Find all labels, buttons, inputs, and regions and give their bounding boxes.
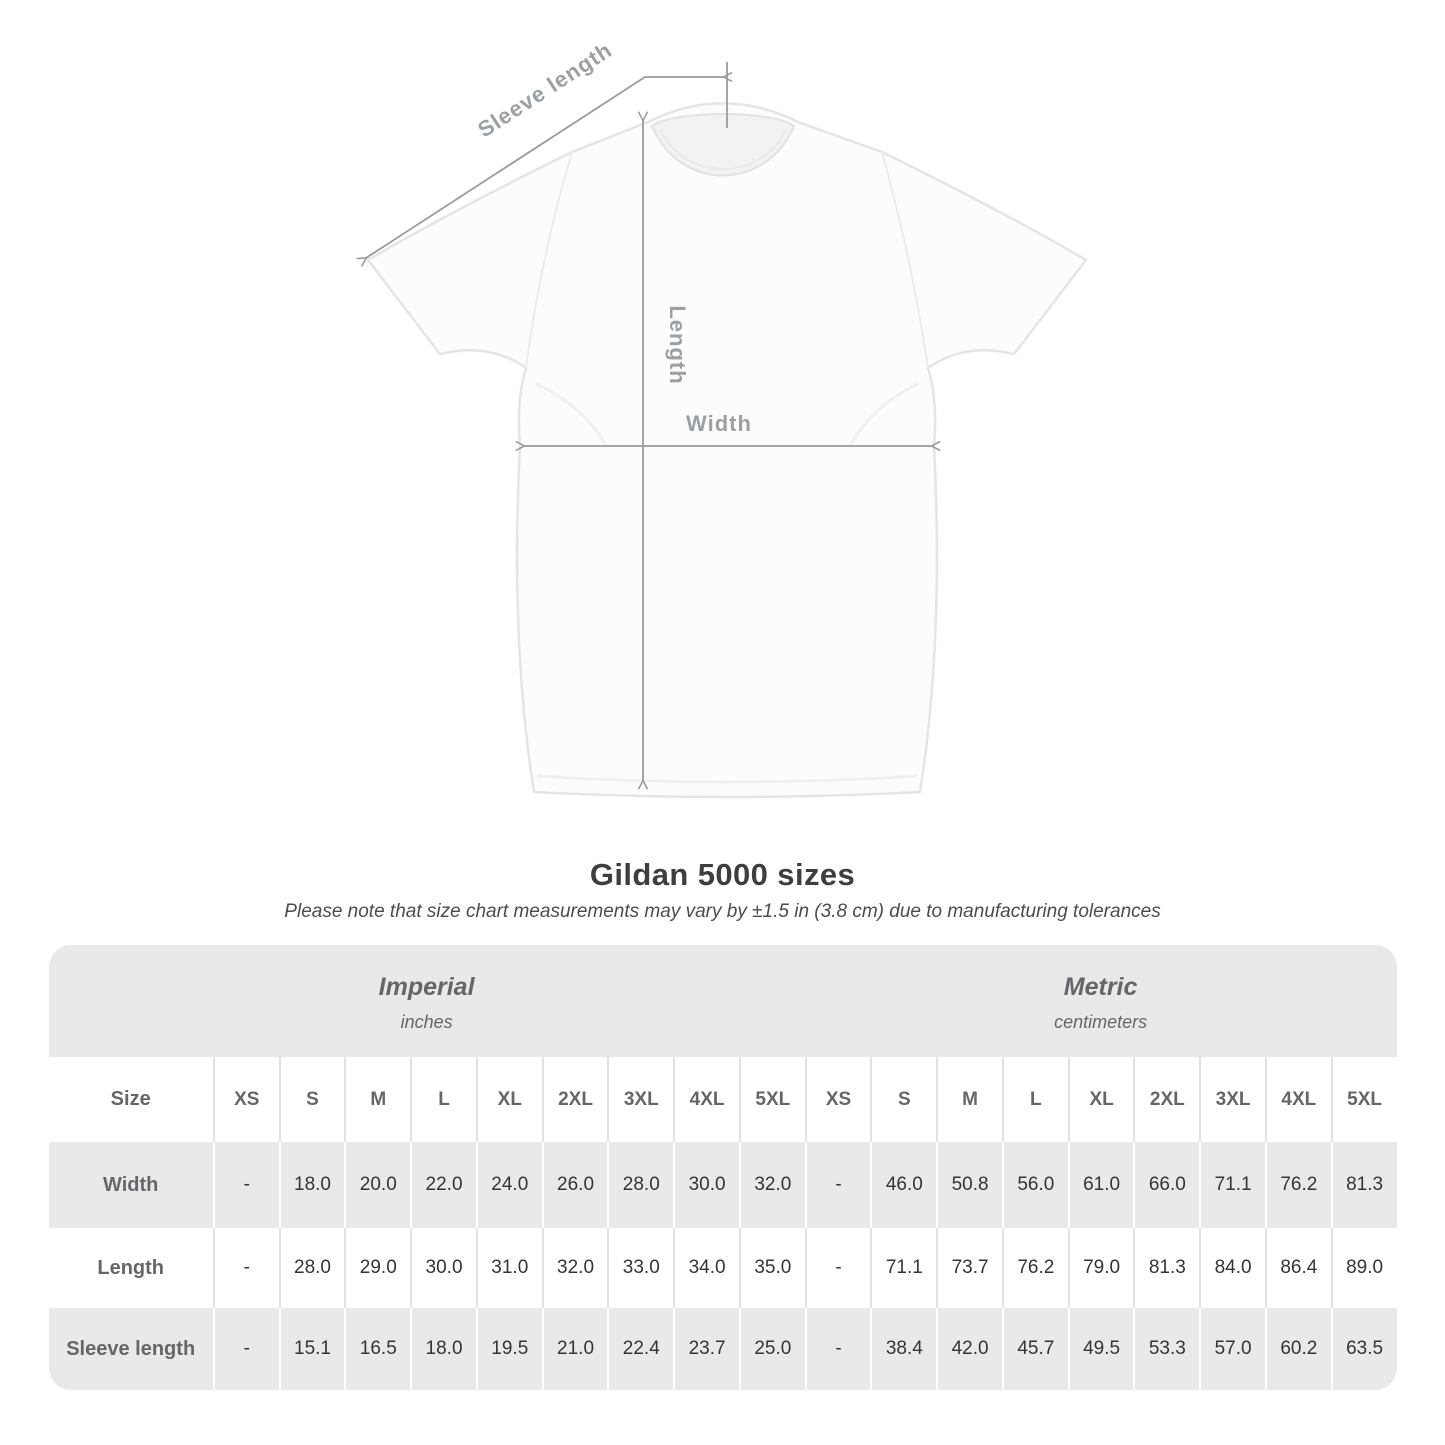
table-cell: 89.0	[1331, 1228, 1397, 1308]
unit-group-title: Metric	[1063, 973, 1138, 1001]
table-cell: 15.1	[279, 1308, 345, 1390]
unit-group-subtitle: centimeters	[1054, 1012, 1148, 1032]
table-cell: 25.0	[739, 1308, 805, 1390]
table-cell: 21.0	[542, 1308, 608, 1390]
table-cell: 23.7	[673, 1308, 739, 1390]
unit-group-subtitle: inches	[400, 1012, 453, 1032]
table-cell: 24.0	[476, 1142, 542, 1228]
table-cell: 84.0	[1199, 1228, 1265, 1308]
table-cell: 71.1	[1199, 1142, 1265, 1228]
length-label: Length	[665, 305, 690, 385]
table-cell: 45.7	[1002, 1308, 1068, 1390]
table-cell: -	[805, 1142, 871, 1228]
column-header: L	[1002, 1057, 1068, 1142]
table-cell: 35.0	[739, 1228, 805, 1308]
table-cell: 66.0	[1133, 1142, 1199, 1228]
table-cell: 22.0	[410, 1142, 476, 1228]
table-cell: 79.0	[1068, 1228, 1134, 1308]
column-header: XL	[476, 1057, 542, 1142]
tshirt-body	[368, 103, 1086, 797]
table-cell: 32.0	[739, 1142, 805, 1228]
unit-group-imperial	[49, 945, 805, 1057]
size-table	[49, 945, 1397, 1390]
table-cell: 16.5	[344, 1308, 410, 1390]
table-cell: 63.5	[1331, 1308, 1397, 1390]
row-label: Length	[97, 1256, 165, 1279]
table-cell: 30.0	[410, 1228, 476, 1308]
column-header: 5XL	[1331, 1057, 1397, 1142]
table-cell: 86.4	[1265, 1228, 1331, 1308]
table-cell: -	[213, 1228, 279, 1308]
table-cell: 76.2	[1265, 1142, 1331, 1228]
table-cell: 46.0	[870, 1142, 936, 1228]
table-cell: 81.3	[1331, 1142, 1397, 1228]
table-cell: 29.0	[344, 1228, 410, 1308]
table-cell: 50.8	[936, 1142, 1002, 1228]
table-cell: 61.0	[1068, 1142, 1134, 1228]
table-row-width	[49, 1142, 1397, 1228]
table-cell: 18.0	[279, 1142, 345, 1228]
table-cell: -	[213, 1142, 279, 1228]
tolerance-note: Please note that size chart measurements may vary by ±1.5 in (3.8 cm) due to manufacturing tolerances	[284, 901, 1161, 922]
table-cell: 38.4	[870, 1308, 936, 1390]
table-cell: 57.0	[1199, 1308, 1265, 1390]
caption-block	[0, 857, 1445, 923]
table-row-sleeve-length	[49, 1308, 1397, 1390]
width-label: Width	[686, 411, 752, 436]
table-cell: 33.0	[607, 1228, 673, 1308]
table-cell: 81.3	[1133, 1228, 1199, 1308]
column-header: XS	[805, 1057, 871, 1142]
column-header: XL	[1068, 1057, 1134, 1142]
column-header: 4XL	[1265, 1057, 1331, 1142]
table-cell: 28.0	[607, 1142, 673, 1228]
column-header: S	[279, 1057, 345, 1142]
unit-group-title: Imperial	[378, 973, 475, 1001]
table-cell: 49.5	[1068, 1308, 1134, 1390]
table-cell: 31.0	[476, 1228, 542, 1308]
table-cell: 73.7	[936, 1228, 1002, 1308]
table-cell: -	[805, 1308, 871, 1390]
column-header: 2XL	[542, 1057, 608, 1142]
table-cell: 18.0	[410, 1308, 476, 1390]
table-cell: -	[805, 1228, 871, 1308]
table-cell: 22.4	[607, 1308, 673, 1390]
column-header: L	[410, 1057, 476, 1142]
table-cell: 76.2	[1002, 1228, 1068, 1308]
table-cell: 53.3	[1133, 1308, 1199, 1390]
column-header: 4XL	[673, 1057, 739, 1142]
table-cell: 28.0	[279, 1228, 345, 1308]
table-row-length	[49, 1228, 1397, 1308]
column-header-size: Size	[110, 1088, 151, 1110]
column-header: M	[936, 1057, 1002, 1142]
table-cell: 56.0	[1002, 1142, 1068, 1228]
table-cell: 30.0	[673, 1142, 739, 1228]
table-cell: 34.0	[673, 1228, 739, 1308]
table-cell: 42.0	[936, 1308, 1002, 1390]
table-cell: 60.2	[1265, 1308, 1331, 1390]
column-header: 5XL	[739, 1057, 805, 1142]
table-cell: -	[213, 1308, 279, 1390]
row-label: Sleeve length	[66, 1337, 196, 1360]
page-title: Gildan 5000 sizes	[589, 857, 856, 892]
column-header: S	[870, 1057, 936, 1142]
table-cell: 71.1	[870, 1228, 936, 1308]
column-header: M	[344, 1057, 410, 1142]
row-label: Width	[103, 1173, 159, 1196]
unit-group-metric	[805, 945, 1397, 1057]
column-header: 3XL	[1199, 1057, 1265, 1142]
table-cell: 32.0	[542, 1228, 608, 1308]
table-cell: 19.5	[476, 1308, 542, 1390]
table-cell: 26.0	[542, 1142, 608, 1228]
column-header: XS	[213, 1057, 279, 1142]
column-header: 2XL	[1133, 1057, 1199, 1142]
table-cell: 20.0	[344, 1142, 410, 1228]
column-header: 3XL	[607, 1057, 673, 1142]
unit-header-band	[49, 945, 1397, 1057]
sleeve-length-label: Sleeve length	[473, 37, 617, 143]
table-header-row	[49, 1057, 1397, 1142]
